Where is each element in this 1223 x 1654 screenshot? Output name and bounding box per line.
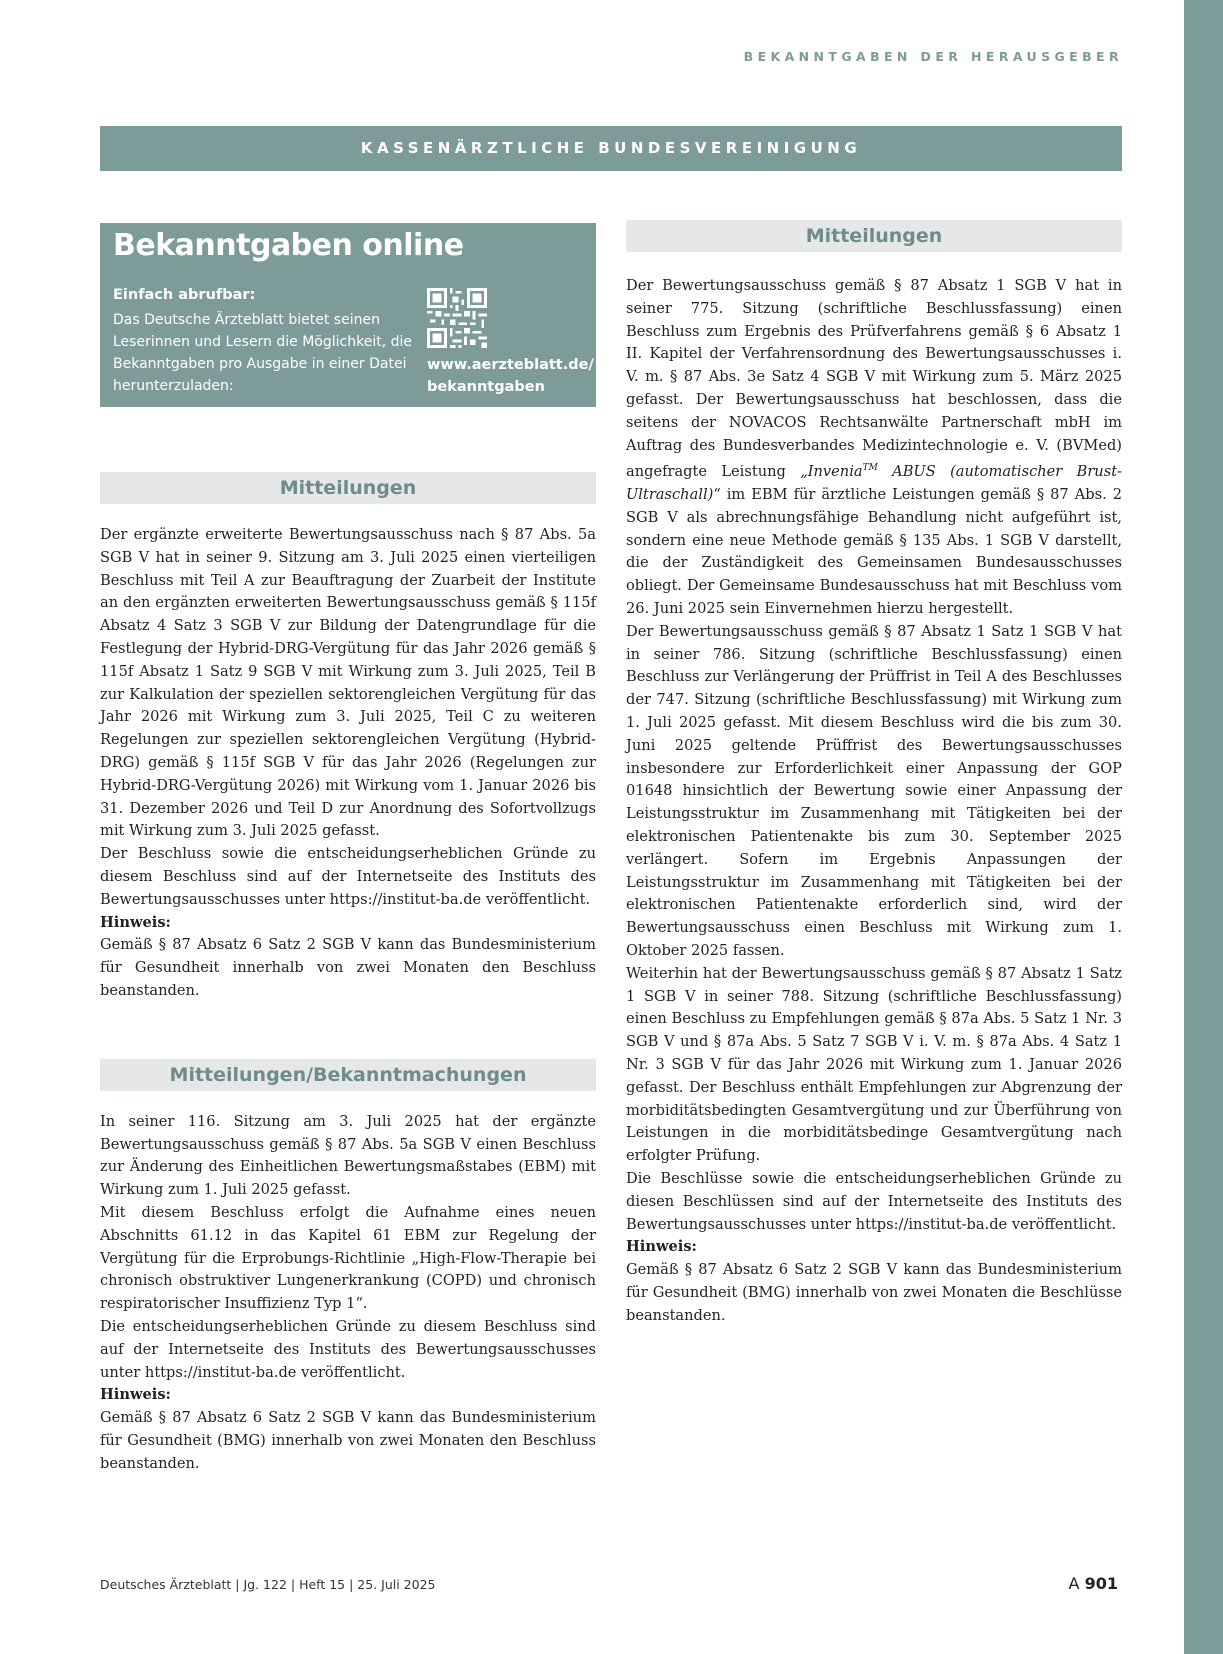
page-number: A 901 (1068, 1574, 1118, 1593)
paragraph: Der Bewertungsausschuss gemäß § 87 Absatz 1 Satz 1 SGB V hat in seiner 786. Sitzung (schriftliche Beschlussfassung) einen Beschluss zur Verlängerung der Prüffrist in Teil A des Beschlusses der 747. Sitzung (schriftliche Beschlussfassung) mit Wirkung zum 1. Juli 2025 gefasst. Mit diesem Beschluss wird die bis zum 30. Juni 2025 geltende Prüffrist des Bewertungsausschusses insbesondere zur Erforderlichkeit einer Anpassung der GOP 01648 hinsichtlich der Bewertung sowie einer Anpassung der Leistungsstruktur im Zusammenhang mit Tätigkeiten bei der elektronischen Patientenakte bis zum 30. September 2025 verlängert. Sofern im Ergebnis Anpassungen der Leistungsstruktur im Zusammenhang mit Tätigkeiten bei der elektronischen Patientenakte erforderlich sind, wird der Bewertungsausschuss einen Beschluss mit Wirkung zum 1. Oktober 2025 fassen. (626, 622, 1122, 959)
paragraph-text: Der Bewertungsausschuss gemäß § 87 Absatz 1 SGB V hat in seiner 775. Sitzung (schriftliche Beschlussfassung) einen Beschluss zum Ergebnis des Prüfverfahrens gemäß § 6 Absatz 1 II. Kapitel der Verfahrensordnung des Bewertungsausschusses i. V. m. § 87 Abs. 3e Satz 4 SGB V mit Wirkung zum 5. März 2025 gefasst. Der Bewertungsausschuss hat beschlossen, dass die seitens der NOVACOS Rechtsanwälte Partnerschaft mbH im Auftrag des Bundesverbandes Medizintechnologie e. V. (BVMed) angefragte Leistung (626, 277, 1122, 481)
color-strip (1184, 0, 1223, 1654)
paragraph (626, 275, 1122, 621)
section-heading-bekanntmachungen: Mitteilungen/Bekanntmachungen (100, 1059, 596, 1091)
note-heading: Hinweis: (100, 1386, 171, 1404)
online-box (100, 223, 596, 407)
paragraph: Die Beschlüsse sowie die entscheidungserheblichen Gründe zu diesen Beschlüssen sind auf der Internetseite des Instituts des Bewertungsausschusses unter https://institut-ba.de veröffentlicht. (626, 1169, 1122, 1233)
paragraph: Der Beschluss sowie die entscheidungserheblichen Gründe zu diesem Beschluss sind auf der Internetseite des Instituts des Bewertungsausschusses unter https://institut-ba.de veröffentlicht. (100, 845, 596, 908)
paragraph: Die entscheidungserheblichen Gründe zu diesem Beschluss sind auf der Internetseite des Instituts des Bewertungsausschusses unter https://institut-ba.de veröffentlicht. (100, 1317, 596, 1381)
note-heading: Hinweis: (626, 1238, 697, 1256)
section-heading-mitteilungen-right: Mitteilungen (626, 220, 1122, 252)
footer-citation: Deutsches Ärzteblatt | Jg. 122 | Heft 15 | 25. Juli 2025 (100, 1577, 436, 1592)
qr-code-icon[interactable] (427, 288, 487, 348)
note-text: Gemäß § 87 Absatz 6 Satz 2 SGB V kann das Bundesministerium für Gesundheit innerhalb von zwei Monaten den Beschluss beanstanden. (100, 936, 596, 999)
online-box-url-line2[interactable]: bekanntgaben (427, 379, 545, 395)
paragraph-text: “ im EBM für ärztliche Leistungen gemäß § 87 Abs. 2 SGB V als abrechnungsfähige Behandlung nicht aufgeführt ist, sondern eine neue Methode gemäß § 135 Abs. 1 SGB V darstellt, die der Zuständigkeit des Gemeinsamen Bundesausschusses obliegt. Der Gemeinsame Bundesausschuss hat mit Beschluss vom 26. Juni 2025 sein Einvernehmen hierzu hergestellt. (626, 486, 1122, 618)
organization-banner: KASSENÄRZTLICHE BUNDESVEREINIGUNG (100, 126, 1122, 171)
right-column (626, 220, 1122, 1328)
product-name: „Invenia™ ABUS (automatischer Brust-Ultraschall) (626, 463, 1122, 504)
paragraph: In seiner 116. Sitzung am 3. Juli 2025 hat der ergänzte Bewertungsausschuss gemäß § 87 Abs. 5a SGB V einen Beschluss zur Änderung des Einheitlichen Bewertungsmaßstabes (EBM) mit Wirkung zum 1. Juli 2025 gefasst. (100, 1112, 596, 1199)
section-heading-mitteilungen-left: Mitteilungen (100, 472, 596, 504)
note-text: Gemäß § 87 Absatz 6 Satz 2 SGB V kann das Bundesministerium für Gesundheit (BMG) innerhalb von zwei Monaten den Beschluss beanstanden. (100, 1409, 596, 1472)
online-box-title: Bekanntgaben online (113, 228, 464, 263)
online-box-subtitle: Einfach abrufbar: (113, 287, 256, 303)
online-box-description: Das Deutsche Ärzteblatt bietet seinen Leserinnen und Lesern die Möglichkeit, die Bekanntgaben pro Ausgabe in einer Datei herunterzuladen: (113, 312, 413, 394)
note-text: Gemäß § 87 Absatz 6 Satz 2 SGB V kann das Bundesministerium für Gesundheit (BMG) innerhalb von zwei Monaten die Beschlüsse beanstanden. (626, 1261, 1122, 1324)
note-heading: Hinweis: (100, 913, 171, 931)
online-box-url[interactable] (427, 354, 594, 398)
section-body-mitteilungen-left (100, 524, 596, 1003)
left-column (100, 223, 596, 1475)
section-body-bekanntmachungen (100, 1111, 596, 1476)
paragraph: Der ergänzte erweiterte Bewertungsausschuss nach § 87 Abs. 5a SGB V hat in seiner 9. Sitzung am 3. Juli 2025 einen vierteiligen Beschluss mit Teil A zur Beauftragung der Zuarbeit der Institute an den ergänzten erweiterten Bewertungsausschuss gemäß § 115f Absatz 4 Satz 3 SGB V zur Bildung der Datengrundlage für die Festlegung der Hybrid-DRG-Vergütung für das Jahr 2026 gemäß § 115f Absatz 1 Satz 9 SGB V mit Wirkung zum 3. Juli 2025, Teil B zur Kalkulation der speziellen sektorengleichen Vergütung für das Jahr 2026 mit Wirkung zum 3. Juli 2025, Teil C zu weiteren Regelungen zur speziellen sektorengleichen Vergütung (Hybrid-DRG) gemäß § 115f SGB V für das Jahr 2026 (Regelungen zur Hybrid-DRG-Vergütung 2026) mit Wirkung vom 1. Januar 2026 bis 31. Dezember 2026 und Teil D zur Anordnung des Sofortvollzugs mit Wirkung zum 3. Juli 2025 gefasst. (100, 526, 596, 840)
paragraph: Mit diesem Beschluss erfolgt die Aufnahme eines neuen Abschnitts 61.12 in das Kapitel 61 EBM zur Regelung der Vergütung für die Erprobungs-Richtlinie „High-Flow-Therapie bei chronisch obstruktiver Lungenerkrankung (COPD) und chronisch respiratorischer Insuffizienz Typ 1“. (100, 1203, 596, 1313)
paragraph: Weiterhin hat der Bewertungsausschuss gemäß § 87 Absatz 1 Satz 1 SGB V in seiner 788. Sitzung (schriftliche Beschlussfassung) einen Beschluss zu Empfehlungen gemäß § 87a Abs. 5 Satz 1 Nr. 3 SGB V und § 87a Abs. 5 Satz 7 SGB V i. V. m. § 87a Abs. 4 Satz 1 Nr. 3 SGB V für das Jahr 2026 mit Wirkung zum 1. Januar 2026 gefasst. Der Beschluss enthält Empfehlungen zur Abgrenzung der morbiditätsbedingten Gesamtvergütung und zur Überführung von Leistungen in die morbiditätsbedinge Gesamtvergütung nach erfolgter Prüfung. (626, 964, 1122, 1165)
online-box-url-line1[interactable]: www.aerzteblatt.de/ (427, 357, 594, 373)
section-body-mitteilungen-right (626, 275, 1122, 1328)
running-head: BEKANNTGABEN DER HERAUSGEBER (743, 49, 1123, 64)
